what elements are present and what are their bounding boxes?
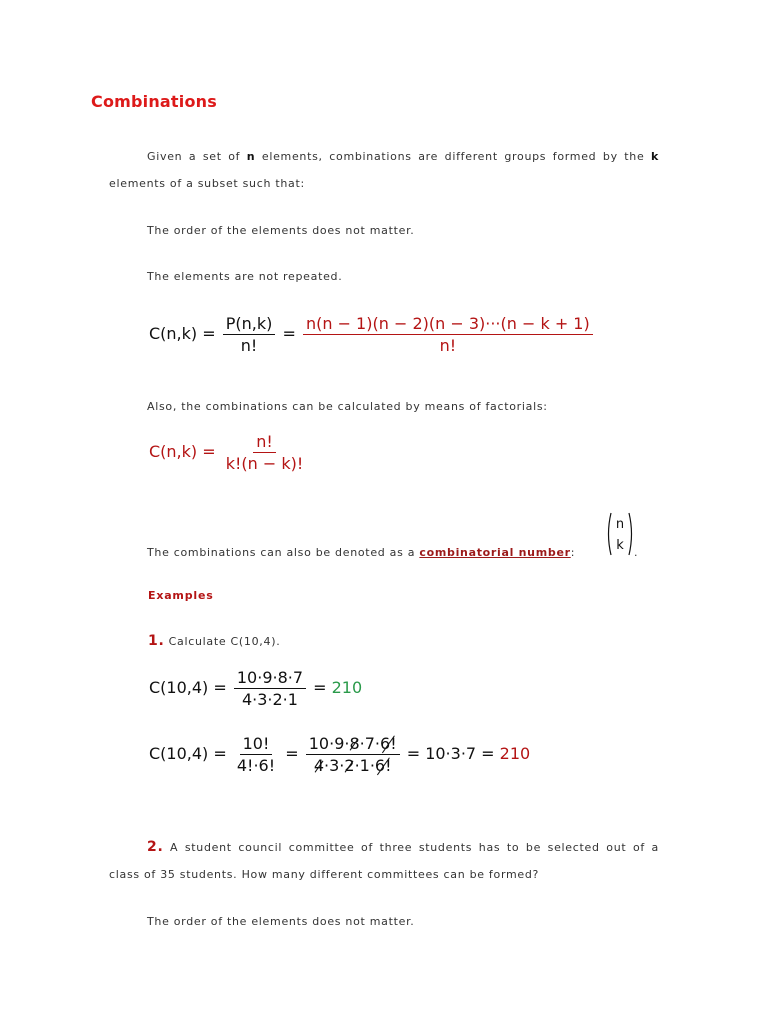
formula-lhs: C(n,k) =	[149, 442, 216, 461]
denominator-part: ·1·	[354, 756, 375, 775]
rule-order-repeat: The order of the elements does not matter.	[147, 915, 415, 928]
binomial-coefficient	[606, 512, 634, 556]
fraction-denominator	[311, 755, 395, 775]
fraction-denominator: 4·3·2·1	[241, 690, 298, 709]
equals-sign: =	[285, 744, 299, 763]
numerator-part: ·7·	[359, 734, 381, 753]
result-value: 210	[499, 744, 531, 763]
k-symbol: k	[650, 150, 659, 163]
example-number: 1.	[148, 633, 165, 649]
fraction	[234, 734, 278, 775]
page-title: Combinations	[91, 92, 217, 111]
denoted-pre: The combinations can also be denoted as a	[147, 546, 420, 559]
combination-formula	[149, 314, 595, 355]
example1-formula-a	[149, 668, 362, 709]
fraction	[223, 432, 307, 473]
example-text: Calculate C(10,4).	[164, 635, 281, 648]
formula-lhs: C(10,4) =	[149, 678, 227, 697]
fraction-numerator: n(n − 1)(n − 2)(n − 3)···(n − k + 1)	[303, 314, 593, 335]
fraction	[303, 314, 593, 355]
cancelled-term: 6!	[380, 734, 397, 753]
fraction	[234, 668, 306, 709]
denoted-colon: :	[570, 546, 576, 559]
fraction-denominator: n!	[240, 336, 258, 355]
fraction-denominator: 4!·6!	[236, 756, 276, 775]
intro-text: Given a set of	[147, 150, 247, 163]
binom-top: n	[615, 517, 625, 532]
example2-paragraph	[109, 834, 659, 888]
result-value: 210	[331, 678, 363, 697]
equals-sign: =	[282, 324, 296, 343]
example-text: A student council committee of three students has to be selected out of a class of 35 students. How many different committees can be formed?	[109, 841, 659, 881]
fraction-numerator: 10!	[240, 734, 273, 755]
cancelled-term: 8	[349, 734, 360, 753]
cancel-fraction	[306, 734, 400, 775]
denoted-end: .	[634, 546, 639, 559]
factorial-formula	[149, 432, 308, 473]
rule-no-repeat: The elements are not repeated.	[147, 270, 343, 283]
factorial-intro: Also, the combinations can be calculated by means of factorials:	[147, 400, 548, 413]
combinatorial-number-link[interactable]: combinatorial number	[419, 546, 571, 559]
example1-formula-b	[149, 734, 530, 775]
fraction-numerator: n!	[253, 432, 276, 453]
fraction-numerator: 10·9·8·7	[234, 668, 306, 689]
simplification: = 10·3·7 =	[406, 744, 495, 763]
equals-sign: =	[313, 678, 327, 697]
example-number: 2.	[147, 839, 164, 855]
cancelled-term: 4	[313, 756, 325, 775]
denoted-text	[147, 546, 575, 559]
formula-lhs: C(n,k) =	[149, 324, 216, 343]
fraction-denominator: k!(n − k)!	[225, 454, 304, 473]
n-symbol: n	[246, 150, 256, 163]
fraction	[223, 314, 276, 355]
binom-bottom: k	[616, 538, 624, 553]
cancelled-term: 2	[344, 756, 355, 775]
formula-lhs: C(10,4) =	[149, 744, 227, 763]
cancelled-term: 6!	[374, 756, 392, 775]
examples-heading: Examples	[148, 589, 214, 602]
numerator-part: 10·9·	[308, 734, 350, 753]
denominator-part: ·3·	[324, 756, 345, 775]
intro-text: elements of a subset such that:	[109, 177, 305, 190]
fraction-numerator	[306, 734, 400, 755]
intro-paragraph	[109, 143, 659, 197]
fraction-numerator: P(n,k)	[223, 314, 276, 335]
example1-prompt	[148, 633, 280, 649]
rule-order: The order of the elements does not matter.	[147, 224, 415, 237]
fraction-denominator: n!	[439, 336, 457, 355]
intro-text: elements, combinations are different groups formed by the	[255, 150, 651, 163]
